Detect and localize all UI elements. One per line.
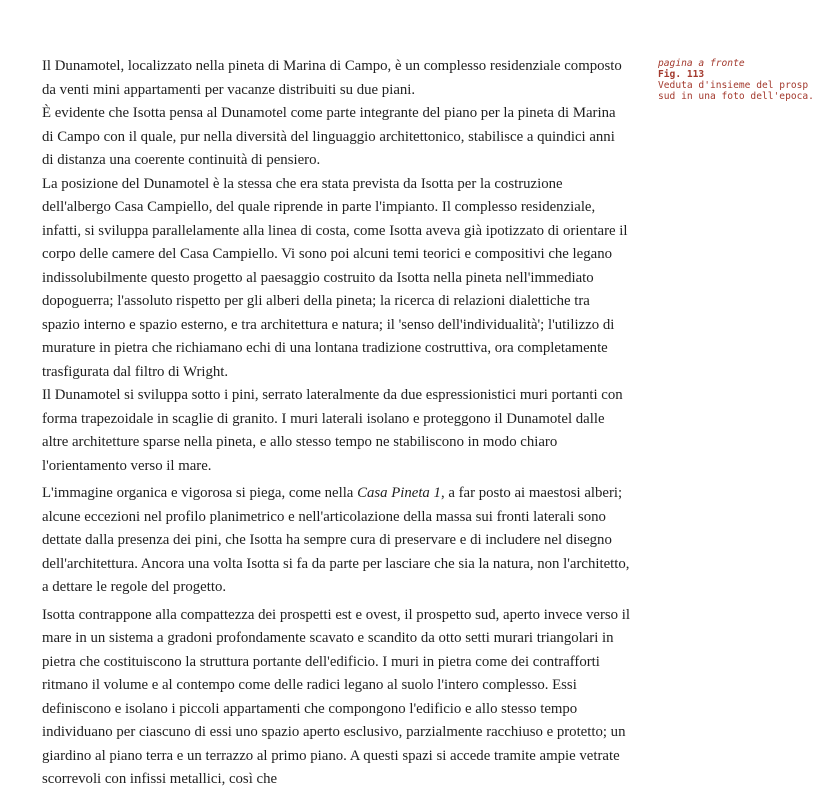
caption-text-line-1: Veduta d'insieme del prosp [658,80,809,91]
paragraph-5 [42,482,630,600]
paragraph-4: Il Dunamotel si sviluppa sotto i pini, serrato lateralmente da due espressionistici muri portanti con forma trapezoidale in scaglie di granito. I muri laterali isolano e proteggono il Dunamotel dalle altre architetture sparse nella pineta, e allo stesso tempo ne stabiliscono in modo chiaro l'orientamento verso il mare. [42,387,623,474]
work-title: Casa Pineta 1 [357,485,441,501]
paragraph-5-end: , a far posto ai maestosi alberi; alcune eccezioni nel profilo planimetrico e nell'articolazione della massa sui fronti laterali sono dettate dalla presenza dei pini, che Isotta ha sempre cura di preservare e di includere nel disegno dell'architettura. Ancora una volta Isotta si fa da parte per lasciare che sia la natura, non l'architetto, a dettare le regole del progetto. [42,485,630,595]
figure-caption [658,58,814,102]
caption-text-line-2: sud in una foto dell'epoca. [658,91,814,102]
paragraph-3: La posizione del Dunamotel è la stessa che era stata prevista da Isotta per la costruzione dell'albergo Casa Campiello, del quale riprende in parte l'impianto. Il complesso residenziale, infatti, si sviluppa parallelamente alla linea di costa, come Isotta aveva già ipotizzato di orientare il corpo delle camere del Casa Campiello. Vi sono poi alcuni temi teorici e compositivi che legano indissolubilmente questo progetto al paesaggio costruito da Isotta nella pineta nell'immediato dopoguerra; l'assoluto rispetto per gli alberi della pineta; la ricerca di relazioni dialettiche tra spazio interno e spazio esterno, e tra architettura e natura; il 'senso dell'individualità'; l'utilizzo di murature in pietra che richiamano echi di una lontana tradizione costruttiva, ora completamente trasfigurata dal filtro di Wright. [42,175,628,380]
paragraph-1: Il Dunamotel, localizzato nella pineta di Marina di Campo, è un complesso residenziale composto da venti mini appartamenti per vacanze distribuiti su due piani. [42,58,622,98]
paragraph-2: È evidente che Isotta pensa al Dunamotel come parte integrante del piano per la pineta di Marina di Campo con il quale, pur nella diversità del linguaggio architettonico, stabilisce a quindici anni di distanza una coerente continuità di pensiero. [42,105,616,168]
body-text [42,55,630,792]
paragraph-6: Isotta contrappone alla compattezza dei prospetti est e ovest, il prospetto sud, aperto invece verso il mare in un sistema a gradoni profondamente scavato e scandito da otto setti murari triangolari in pietra che costituiscono la struttura portante dell'edificio. I muri in pietra come dei contrafforti ritmano il volume e al contempo come delle radici legano al suolo l'intero complesso. Essi definiscono e isolano i piccoli appartamenti che compongono l'edificio e allo stesso tempo individuano per ciascuno di essi uno spazio aperto esclusivo, parzialmente racchiuso e protetto; un giardino al piano terra e un terrazzo al primo piano. A questi spazi si accede tramite ampie vetrate scorrevoli con infissi metallici, così che [42,606,630,787]
caption-page-ref: pagina a fronte [658,58,745,69]
caption-figure-number: Fig. 113 [658,69,705,80]
paragraph-5-start: L'immagine organica e vigorosa si piega, come nella [42,485,358,501]
